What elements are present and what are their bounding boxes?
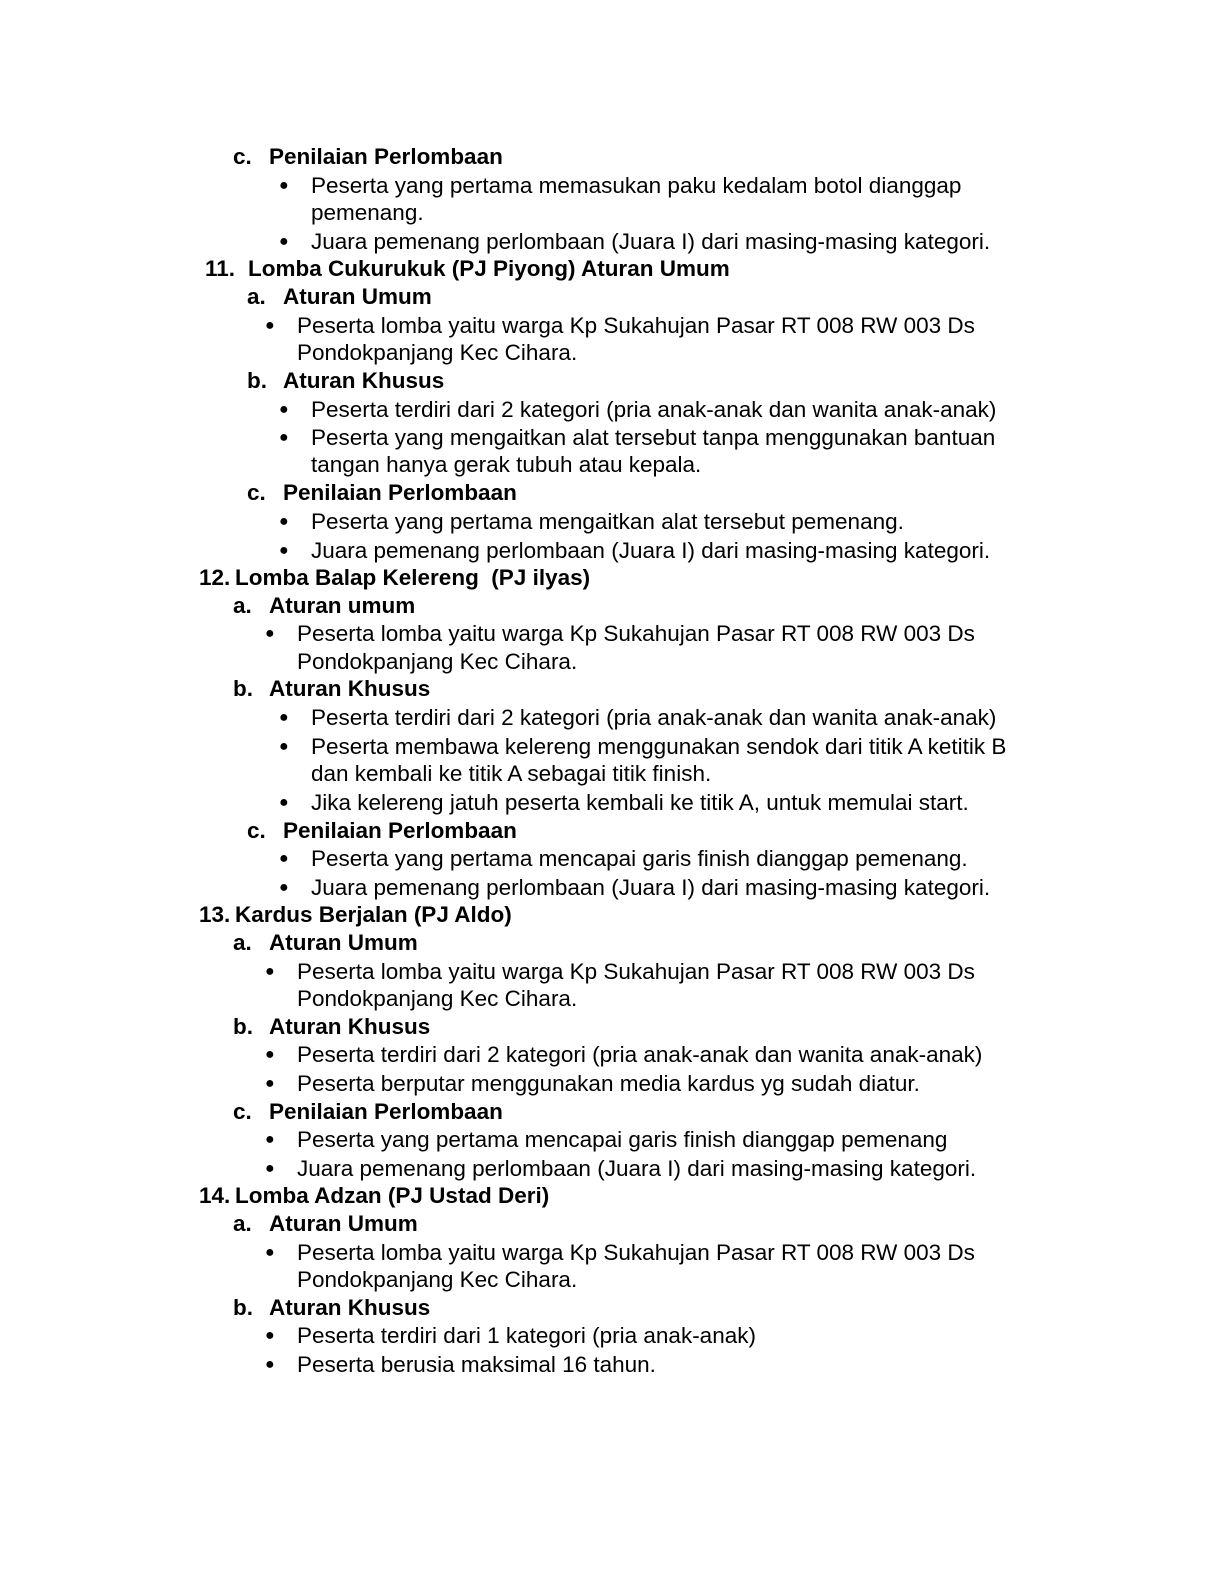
subheading-aturan-umum: a. Aturan Umum (233, 1211, 418, 1236)
list-item: Juara pemenang perlombaan (Juara I) dari masing-masing kategori. (297, 1156, 977, 1181)
list-item: Peserta yang pertama mencapai garis finish dianggap pemenang. (311, 846, 968, 871)
bullet-icon: ● (279, 233, 289, 250)
bullet-icon: ● (279, 513, 289, 530)
bullet-icon: ● (279, 542, 289, 559)
section-heading-13: 13. Kardus Berjalan (PJ Aldo) (199, 902, 512, 927)
bullet-icon: ● (265, 963, 275, 980)
list-item-continuation: pemenang. (311, 200, 424, 225)
list-item-continuation: Pondokpanjang Kec Cihara. (297, 1267, 578, 1292)
subheading-aturan-umum: a. Aturan Umum (233, 930, 418, 955)
bullet-icon: ● (265, 625, 275, 642)
section-heading-14: 14. Lomba Adzan (PJ Ustad Deri) (199, 1183, 550, 1208)
bullet-icon: ● (265, 1244, 275, 1261)
list-item: Juara pemenang perlombaan (Juara I) dari masing-masing kategori. (311, 538, 991, 563)
list-item-continuation: Pondokpanjang Kec Cihara. (297, 649, 578, 674)
list-item: Peserta terdiri dari 2 kategori (pria anak-anak dan wanita anak-anak) (297, 1042, 983, 1067)
list-item-continuation: Pondokpanjang Kec Cihara. (297, 986, 578, 1011)
list-item: Juara pemenang perlombaan (Juara I) dari masing-masing kategori. (311, 229, 991, 254)
list-item: Peserta terdiri dari 2 kategori (pria anak-anak dan wanita anak-anak) (311, 397, 997, 422)
subheading-aturan-khusus: b. Aturan Khusus (247, 368, 445, 393)
bullet-icon: ● (279, 879, 289, 896)
list-item: Peserta yang mengaitkan alat tersebut tanpa menggunakan bantuan (311, 425, 996, 450)
list-item-continuation: dan kembali ke titik A sebagai titik finish. (311, 761, 712, 786)
subheading-aturan-khusus: b. Aturan Khusus (233, 676, 431, 701)
list-item: Peserta membawa kelereng menggunakan sendok dari titik A ketitik B (311, 734, 1007, 759)
bullet-icon: ● (279, 738, 289, 755)
list-item-continuation: Pondokpanjang Kec Cihara. (297, 340, 578, 365)
list-item: Peserta lomba yaitu warga Kp Sukahujan Pasar RT 008 RW 003 Ds (297, 1240, 975, 1265)
subheading-aturan-umum: a. Aturan umum (233, 593, 416, 618)
section-heading-11: 11. Lomba Cukurukuk (PJ Piyong) Aturan Umum (205, 256, 730, 281)
subheading-aturan-khusus: b. Aturan Khusus (233, 1295, 431, 1320)
subheading-penilaian: c. Penilaian Perlombaan (233, 144, 503, 169)
list-item: Peserta yang pertama mencapai garis finish dianggap pemenang (297, 1127, 948, 1152)
subheading-aturan-khusus: b. Aturan Khusus (233, 1014, 431, 1039)
section-heading-12: 12. Lomba Balap Kelereng (PJ ilyas) (199, 565, 591, 590)
bullet-icon: ● (279, 177, 289, 194)
bullet-icon: ● (265, 1327, 275, 1344)
subheading-penilaian: c. Penilaian Perlombaan (233, 1099, 503, 1124)
bullet-icon: ● (279, 709, 289, 726)
bullet-icon: ● (265, 317, 275, 334)
list-item: Peserta lomba yaitu warga Kp Sukahujan Pasar RT 008 RW 003 Ds (297, 313, 975, 338)
subheading-aturan-umum: a. Aturan Umum (247, 284, 432, 309)
list-item: Juara pemenang perlombaan (Juara I) dari masing-masing kategori. (311, 875, 991, 900)
bullet-icon: ● (265, 1356, 275, 1373)
list-item: Peserta terdiri dari 1 kategori (pria anak-anak) (297, 1323, 756, 1348)
subheading-penilaian: c. Penilaian Perlombaan (247, 818, 517, 843)
list-item: Peserta lomba yaitu warga Kp Sukahujan Pasar RT 008 RW 003 Ds (297, 621, 975, 646)
list-item: Peserta lomba yaitu warga Kp Sukahujan Pasar RT 008 RW 003 Ds (297, 959, 975, 984)
list-item: Peserta berputar menggunakan media kardus yg sudah diatur. (297, 1071, 920, 1096)
bullet-icon: ● (279, 794, 289, 811)
list-item: Peserta yang pertama memasukan paku kedalam botol dianggap (311, 173, 962, 198)
list-item: Peserta berusia maksimal 16 tahun. (297, 1352, 656, 1377)
list-item: Peserta terdiri dari 2 kategori (pria anak-anak dan wanita anak-anak) (311, 705, 997, 730)
bullet-icon: ● (279, 429, 289, 446)
bullet-icon: ● (265, 1075, 275, 1092)
bullet-icon: ● (265, 1131, 275, 1148)
bullet-icon: ● (265, 1160, 275, 1177)
bullet-icon: ● (279, 401, 289, 418)
bullet-icon: ● (265, 1046, 275, 1063)
list-item-continuation: tangan hanya gerak tubuh atau kepala. (311, 452, 702, 477)
bullet-icon: ● (279, 850, 289, 867)
list-item: Peserta yang pertama mengaitkan alat tersebut pemenang. (311, 509, 904, 534)
list-item: Jika kelereng jatuh peserta kembali ke titik A, untuk memulai start. (311, 790, 969, 815)
subheading-penilaian: c. Penilaian Perlombaan (247, 480, 517, 505)
